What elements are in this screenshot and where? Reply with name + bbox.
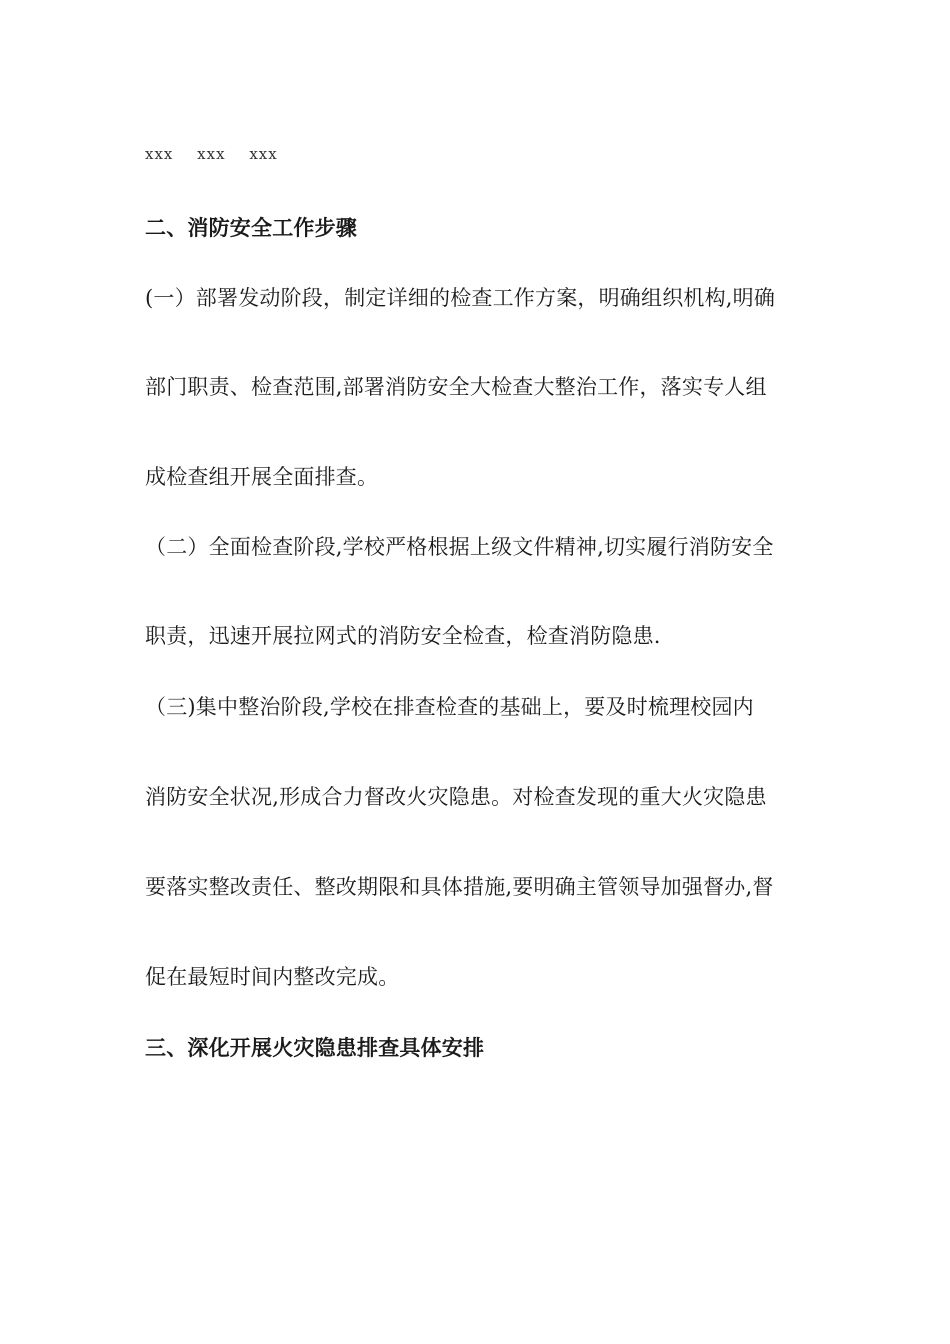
para3-line1: （三)集中整治阶段,学校在排查检查的基础上，要及时梳理校园内 [145,695,754,719]
para1-line1: (一）部署发动阶段，制定详细的检查工作方案，明确组织机构,明确 [145,286,776,310]
para1-line3: 成检查组开展全面排查。 [145,465,379,489]
names-line [145,140,296,168]
section-2-heading: 二、消防安全工作步骤 [145,216,357,240]
para3-line2: 消防安全状况,形成合力督改火灾隐患。对检查发现的重大火灾隐患 [145,785,767,809]
name-3: xxx [249,145,278,163]
name-1: xxx [145,145,174,163]
para3-line3: 要落实整改责任、整改期限和具体措施,要明确主管领导加强督办,督 [145,875,774,899]
para3-line4: 促在最短时间内整改完成。 [145,965,400,989]
para2-line2: 职责，迅速开展拉网式的消防安全检查，检查消防隐患. [145,624,661,648]
para2-line1: （二）全面检查阶段,学校严格根据上级文件精神,切实履行消防安全 [145,535,774,559]
section-3-heading: 三、深化开展火灾隐患排查具体安排 [145,1036,485,1060]
name-2: xxx [197,145,226,163]
para1-line2: 部门职责、检查范围,部署消防安全大检查大整治工作，落实专人组 [145,375,767,399]
